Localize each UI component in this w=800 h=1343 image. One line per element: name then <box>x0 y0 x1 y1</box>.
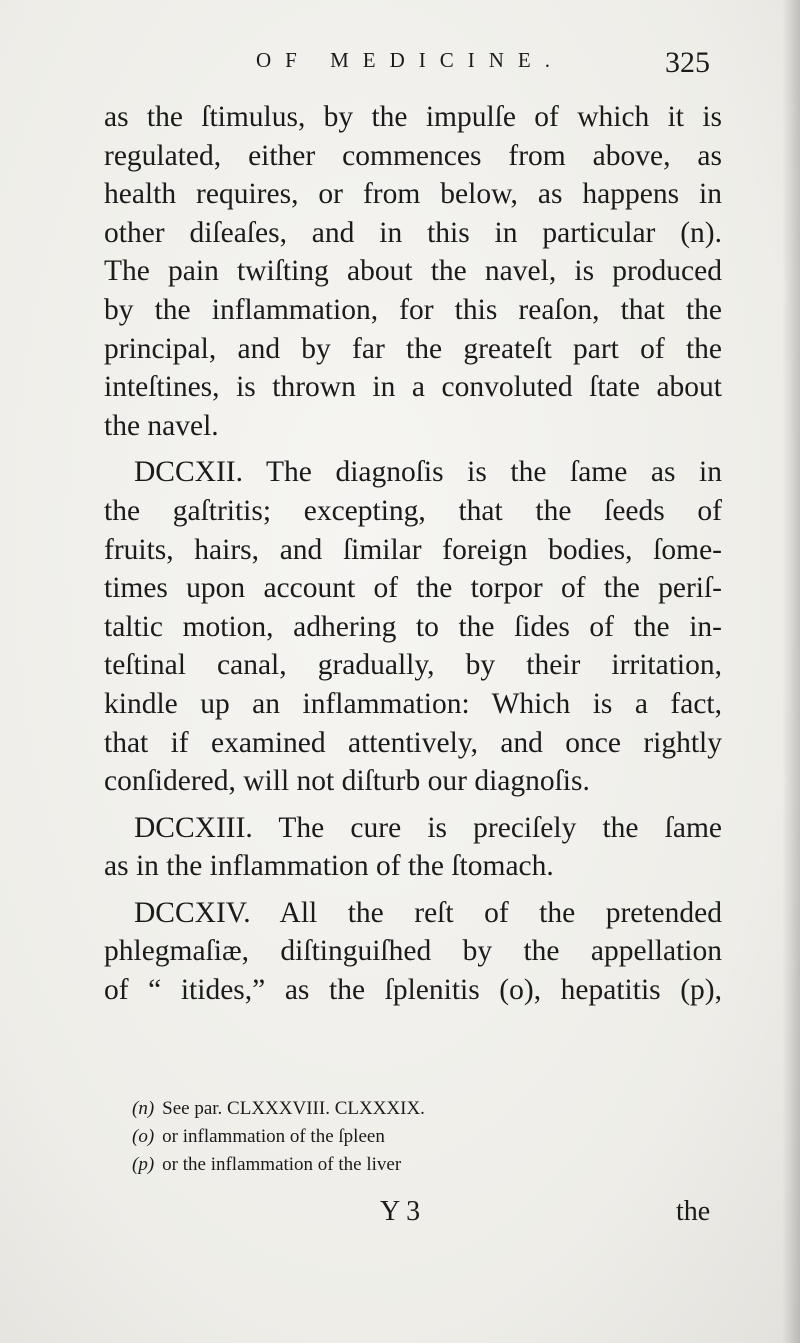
paragraph-dccxiv-start: DCCXIV. All the reſt of the pretended <box>134 896 722 929</box>
text-line: regulated, either commences from above, as <box>104 139 722 172</box>
text-line: of “ itides,” as the ſplenitis (o), hepatitis (p), <box>104 974 722 1007</box>
footnotes <box>132 1095 612 1179</box>
text-line: inteſtines, is thrown in a convoluted ſtate about <box>104 371 722 404</box>
page-number: 325 <box>665 46 710 79</box>
text-line: health requires, or from below, as happens in <box>104 178 722 211</box>
text-line: principal, and by far the greateſt part of the <box>104 332 722 365</box>
footnote-mark: (p) <box>132 1154 155 1175</box>
catchword: the <box>676 1196 711 1227</box>
footnote-mark: (n) <box>132 1098 155 1119</box>
body-text <box>104 98 722 1010</box>
text-line: The pain twiſting about the navel, is produced <box>104 255 722 288</box>
text-line: that if examined attentively, and once rightly <box>104 726 722 759</box>
text-line: phlegmaſiæ, diſtinguiſhed by the appellation <box>104 935 722 968</box>
footnote-o <box>132 1123 612 1151</box>
text-line: the gaſtritis; excepting, that the ſeeds of <box>104 494 722 527</box>
paragraph-dccxiii-start: DCCXIII. The cure is preciſely the ſame <box>134 811 722 844</box>
text-line: times upon account of the torpor of the periſ- <box>104 572 722 605</box>
running-head: OF MEDICINE. <box>256 48 564 72</box>
footnote-n <box>132 1095 612 1123</box>
text-line: as in the inflammation of the ſtomach. <box>104 850 554 883</box>
text-line: conſidered, will not diſturb our diagnoſis. <box>104 765 590 798</box>
footnote-p <box>132 1151 612 1179</box>
footnote-text: or the inflammation of the liver <box>162 1154 402 1175</box>
footnote-mark: (o) <box>132 1126 155 1147</box>
text-line: as the ſtimulus, by the impulſe of which it is <box>104 101 722 133</box>
text-line: teſtinal canal, gradually, by their irritation, <box>104 649 722 682</box>
page-edge-shadow <box>782 0 800 1343</box>
text-line: by the inflammation, for this reaſon, that the <box>104 293 722 326</box>
text-line: the navel. <box>104 409 219 442</box>
paragraph-dccxii-start: DCCXII. The diagnoſis is the ſame as in <box>134 456 722 489</box>
text-line: other diſeaſes, and in this in particular (n). <box>104 216 722 249</box>
text-line: fruits, hairs, and ſimilar foreign bodies, ſome- <box>104 533 722 566</box>
footnote-text: See par. CLXXXVIII. CLXXXIX. <box>162 1098 425 1119</box>
text-line: kindle up an inflammation: Which is a fact, <box>104 687 722 720</box>
text-line: taltic motion, adhering to the ſides of the in- <box>104 610 722 643</box>
signature-mark: Y 3 <box>380 1196 421 1227</box>
footnote-text: or inflammation of the ſpleen <box>162 1126 385 1147</box>
